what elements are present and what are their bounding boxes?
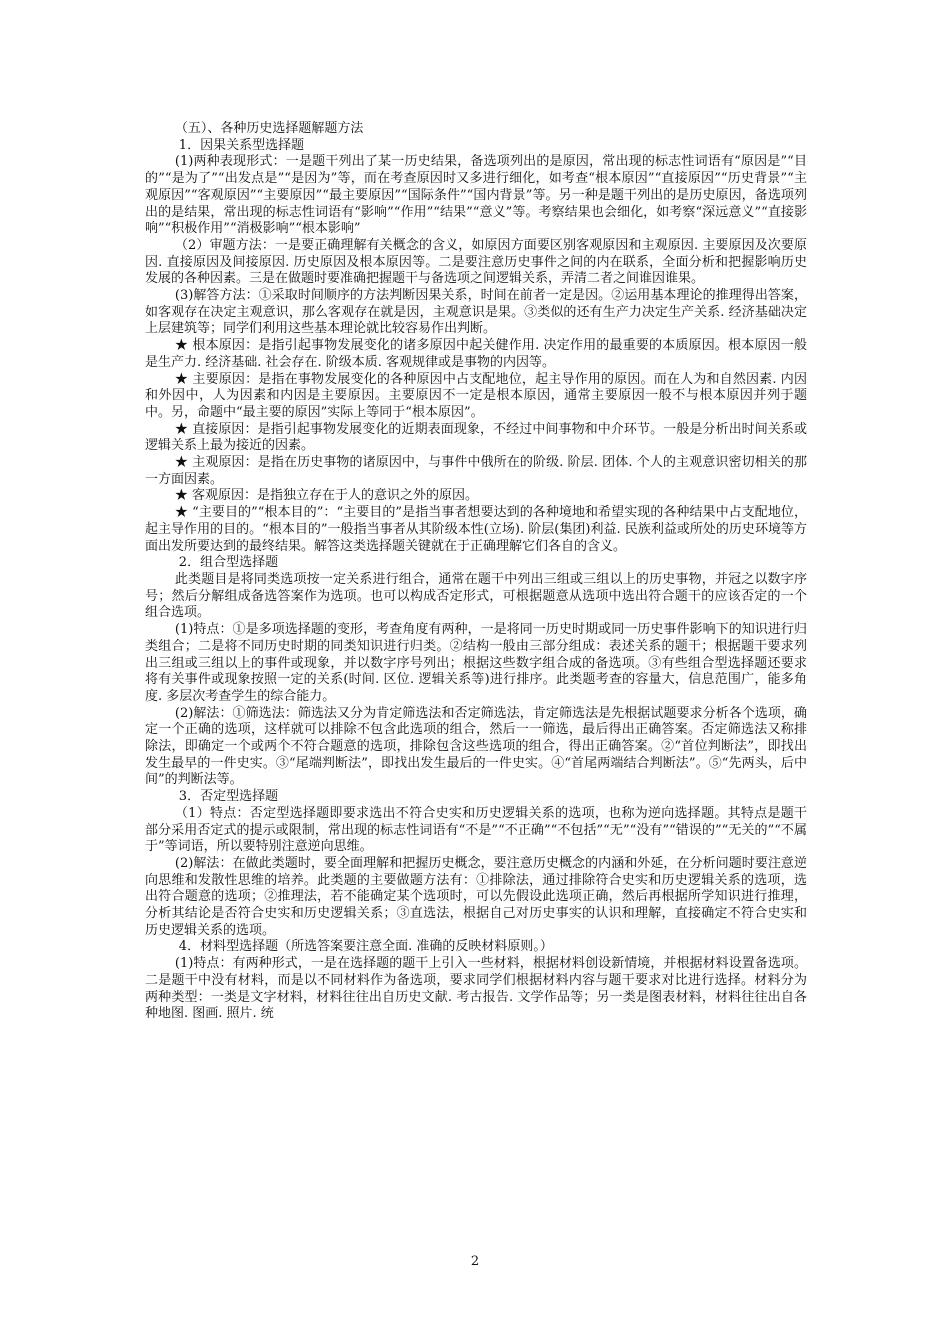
document-body — [145, 121, 807, 1023]
paragraph: ★ 主观原因：是指在历史事物的诸原因中，与事件中俄所在的阶级. 阶层. 团体. 个人的主观意识密切相关的那一方面因素。 — [145, 455, 807, 487]
paragraph: (2)解法：①筛选法：筛选法又分为肯定筛选法和否定筛选法，肯定筛选法是先根据试题要求分析各个选项，确定一个正确的选项，这样就可以排除不包含此选项的组合，然后一一筛选，最后得出正确答案。否定筛选法又称排除法，即确定一个或两个不符合题意的选项，排除包含这些选项的组合，得出正确答案。②“首位判断法”，即找出发生最早的一件史实。③“尾端判断法”，即找出发生最后的一件史实。④“首尾两端结合判断法”。⑤“先两头，后中间”的判断法等。 — [145, 705, 807, 788]
paragraph: (3)解答方法：①采取时间顺序的方法判断因果关系，时间在前者一定是因。②运用基本理论的推理得出答案，如客观存在决定主观意识，那么客观存在就是因，主观意识是果。③类似的还有生产力决定生产关系. 经济基础决定上层建筑等；同学们利用这些基本理论就比较容易作出判断。 — [145, 288, 807, 337]
section-heading: （五）、各种历史选择题解题方法 — [174, 121, 364, 136]
subsection-heading: 4．材料型选择题（所选答案要注意全面. 准确的反映材料原则。） — [178, 939, 553, 955]
paragraph: (1)特点：有两种形式，一是在选择题的题干上引入一些材料，根据材料创设新情境，并根据材料设置备选项。二是题干中没有材料，而是以不同材料作为备选项，要求同学们根据材料内容与题干要求对比进行选择。材料分为两种类型：一类是文字材料，材料往往出自历史文献. 考古报告. 文学作品等；另一类是图表材料，材料往往出自各种地图. 图画. 照片. 统 — [145, 956, 807, 1022]
subsection-heading: 2．组合型选择题 — [178, 555, 279, 571]
paragraph: ★ 根本原因：是指引起事物发展变化的诸多原因中起关健作用. 决定作用的最重要的本质原因。根本原因一般是生产力. 经济基础. 社会存在. 阶级本质. 客观规律或是事物的内因等。 — [145, 338, 807, 370]
paragraph: （1）特点：否定型选择题即要求选出不符合史实和历史逻辑关系的选项，也称为逆向选择题。其特点是题干部分采用否定式的提示或限制，常出现的标志性词语有“不是”“不正确”“不包括”“无”“没有”“错误的”“无关的”“不属于”等词语，所以要特别注意逆向思维。 — [145, 805, 807, 855]
paragraph: (1)特点：①是多项选择题的变形，考查角度有两种，一是将同一历史时期或同一历史事件影响下的知识进行归类组合；二是将不同历史时期的同类知识进行归类。②结构一般由三部分组成：表述关系的题干；根据题干要求列出三组或三组以上的事件或现象，并以数字序号列出；根据这些数字组合成的备选项。③有些组合型选择题还要求将有关事件或现象按照一定的关系(时间. 区位. 逻辑关系等)进行排序。此类题考查的容量大，信息范围广，能多角度. 多层次考查学生的综合能力。 — [145, 622, 807, 704]
page-number: 2 — [470, 1254, 480, 1269]
paragraph: ★ 主要原因：是指在事物发展变化的各种原因中占支配地位，起主导作用的原因。而在人为和自然因素. 内因和外因中，人为因素和内因是主要原因。主要原因不一定是根本原因，通常主要原因一般不与根本原因并列于题中。另，命题中“最主要的原因”实际上等同于“根本原因”。 — [145, 371, 807, 420]
paragraph: ★ “主要目的”“根本目的”：“主要目的”是指当事者想要达到的各种境地和希望实现的各种结果中占支配地位，起主导作用的目的。“根本目的”一般指当事者从其阶级本性(立场). 阶层(集团)利益. 民族利益或所处的历史环境等方面出发所要达到的最终结果。解答这类选择题关键就在于正确理解它们各自的含义。 — [145, 505, 807, 554]
subsection-heading: 1．因果关系型选择题 — [178, 137, 305, 153]
paragraph: (1)两种表现形式：一是题干列出了某一历史结果，备选项列出的是原因，常出现的标志性词语有“原因是”“目的”“是为了”“出发点是”“是因为”等，而在考查原因时又多进行细化，如考查“根本原因”“直接原因”“历史背景”“主观原因”“客观原因”“主要原因”“最主要原因”“国际条件”“国内背景”等。另一种是题干列出的是历史原因，备选项列出的是结果，常出现的标志性词语有“影响”“作用”“结果”“意义”等。考察结果也会细化，如考察“深远意义”“直接影响”“积极作用”“消极影响”“根本影响” — [145, 154, 807, 237]
paragraph: 此类题目是将同类选项按一定关系进行组合，通常在题干中列出三组或三组以上的历史事物，并冠之以数字序号；然后分解组成备选答案作为选项。也可以构成否定形式，可根据题意从选项中选出符合题干的应该否定的一个组合选项。 — [145, 571, 807, 621]
paragraph: ★ 直接原因：是指引起事物发展变化的近期表面现象，不经过中间事物和中介环节。一般是分析出时间关系或逻辑关系上最为接近的因素。 — [145, 421, 807, 454]
paragraph: （2）审题方法：一是要正确理解有关概念的含义，如原因方面要区别客观原因和主观原因. 主要原因及次要原因. 直接原因及间接原因. 历史原因及根本原因等。二是要注意历史事件之间的内在联系，全面分析和把握影响历史发展的各种因素。三是在做题时要准确把握题干与备选项之间逻辑关系，弄清二者之间谁因谁果。 — [145, 237, 807, 287]
paragraph: ★ 客观原因：是指独立存在于人的意识之外的原因。 — [174, 488, 479, 504]
subsection-heading: 3．否定型选择题 — [178, 789, 279, 805]
paragraph: (2)解法：在做此类题时，要全面理解和把握历史概念，要注意历史概念的内涵和外延，在分析问题时要注意逆向思维和发散性思维的培养。此类题的主要做题方法有：①排除法，通过排除符合史实和历史逻辑关系的选项，选出符合题意的选项；②推理法，若不能确定某个选项时，可以先假设此选项正确，然后再根据所学知识进行推理，分析其结论是否符合史实和历史逻辑关系；③直选法，根据自己对历史事实的认识和理解，直接确定不符合史实和历史逻辑关系的选项。 — [145, 855, 807, 938]
